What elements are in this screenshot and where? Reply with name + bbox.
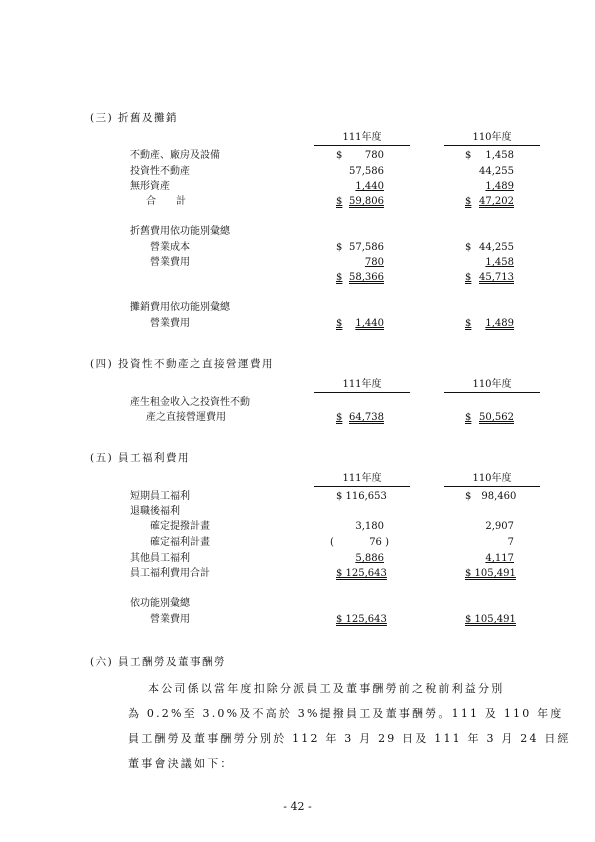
pri-value: 50,562: [479, 412, 514, 423]
pri-sign: $: [465, 150, 472, 161]
cur-value: 57,586: [349, 242, 384, 253]
cur-value: $ 125,643: [336, 614, 387, 625]
pri-value: 44,255: [479, 166, 514, 177]
pri-sign: $: [465, 272, 472, 283]
cur-paren: (: [330, 537, 334, 548]
paragraph-line: 本公司係以當年度扣除分派員工及董事酬勞前之稅前利益分別: [148, 682, 505, 695]
pri-value: 1,489: [485, 181, 514, 192]
cur-value: 1,440: [355, 318, 384, 329]
cur-value: 780: [364, 257, 384, 268]
cur-value: 59,806: [349, 196, 384, 207]
pri-value: 47,202: [479, 196, 514, 207]
row-label: 營業成本: [150, 242, 190, 253]
section-title-depreciation: (三) 折舊及攤銷: [90, 112, 179, 124]
paragraph-line: 為 0.2%至 3.0%及不高於 3%提撥員工及董事酬勞。111 及 110 年度: [128, 707, 564, 720]
pri-value: 2,907: [485, 521, 514, 532]
row-label: 投資性不動產: [130, 166, 190, 177]
pri-value: $ 105,491: [465, 614, 516, 625]
pri-sign: $: [465, 196, 472, 207]
pri-value: 1,489: [485, 318, 514, 329]
page-number: - 42 -: [283, 800, 312, 813]
row-label: 退職後福利: [130, 506, 180, 517]
col-header-current: 111年度: [342, 132, 382, 143]
paragraph-line: 員工酬勞及董事酬勞分別於 112 年 3 月 29 日及 111 年 3 月 24 日經: [128, 732, 571, 745]
header-rule-prior: [444, 392, 540, 393]
cur-value: $ 125,643: [336, 568, 387, 579]
cur-value: 3,180: [355, 521, 384, 532]
pri-value: 4,117: [485, 553, 514, 564]
pri-sign: $: [465, 318, 472, 329]
row-label: 營業費用: [150, 318, 190, 329]
row-label-line2: 產之直接營運費用: [146, 412, 226, 423]
cur-value: $ 116,653: [336, 491, 387, 502]
pri-value: $ 98,460: [465, 491, 517, 502]
cur-sign: $: [336, 196, 343, 207]
pri-value: 1,458: [485, 257, 514, 268]
header-rule-current: [314, 145, 410, 146]
row-label: 營業費用: [150, 257, 190, 268]
cur-value: 76 ): [369, 537, 389, 548]
section-title-investment-property: (四) 投資性不動產之直接營運費用: [90, 358, 275, 370]
col-header-current: 111年度: [342, 379, 382, 390]
header-rule-prior: [444, 145, 540, 146]
section-title-remuneration: (六) 員工酬勞及董事酬勞: [90, 656, 227, 668]
pri-sign: $: [465, 242, 472, 253]
row-label: 確定提撥計畫: [150, 521, 210, 532]
row-label: 無形資產: [130, 181, 170, 192]
paragraph-line: 董事會決議如下：: [128, 757, 234, 770]
header-rule-current: [314, 392, 410, 393]
section-title-employee-benefits: (五) 員工福利費用: [90, 452, 191, 464]
row-label-line1: 產生租金收入之投資性不動: [130, 397, 250, 408]
dep-title: 折舊費用依功能別彙總: [130, 226, 230, 237]
pri-value: $ 105,491: [465, 568, 516, 579]
cur-sign: $: [336, 242, 343, 253]
cur-sign: $: [336, 150, 343, 161]
header-rule-current: [314, 486, 410, 487]
col-header-prior: 110年度: [472, 473, 512, 484]
cur-sign: $: [336, 318, 343, 329]
cur-value: 780: [364, 150, 384, 161]
pri-value: 1,458: [485, 150, 514, 161]
cur-value: 5,886: [355, 553, 384, 564]
col-header-prior: 110年度: [472, 132, 512, 143]
pri-value: 7: [507, 537, 514, 548]
row-label: 確定福利計畫: [150, 537, 210, 548]
col-header-prior: 110年度: [472, 379, 512, 390]
func-title: 依功能別彙總: [130, 598, 190, 609]
row-label: 不動產、廠房及設備: [130, 150, 220, 161]
row-label: 營業費用: [150, 614, 190, 625]
amort-title: 攤銷費用依功能別彙總: [130, 302, 230, 313]
pri-value: 44,255: [479, 242, 514, 253]
col-header-current: 111年度: [342, 473, 382, 484]
pri-sign: $: [465, 412, 472, 423]
cur-sign: $: [336, 412, 343, 423]
row-label-total: 員工福利費用合計: [130, 568, 210, 579]
cur-value: 57,586: [349, 166, 384, 177]
cur-value: 64,738: [349, 412, 384, 423]
row-label: 短期員工福利: [130, 491, 190, 502]
cur-value: 58,366: [349, 272, 384, 283]
row-label-total: 合 計: [146, 196, 186, 207]
pri-value: 45,713: [479, 272, 514, 283]
header-rule-prior: [444, 486, 540, 487]
cur-sign: $: [336, 272, 343, 283]
row-label: 其他員工福利: [130, 553, 190, 564]
cur-value: 1,440: [355, 181, 384, 192]
